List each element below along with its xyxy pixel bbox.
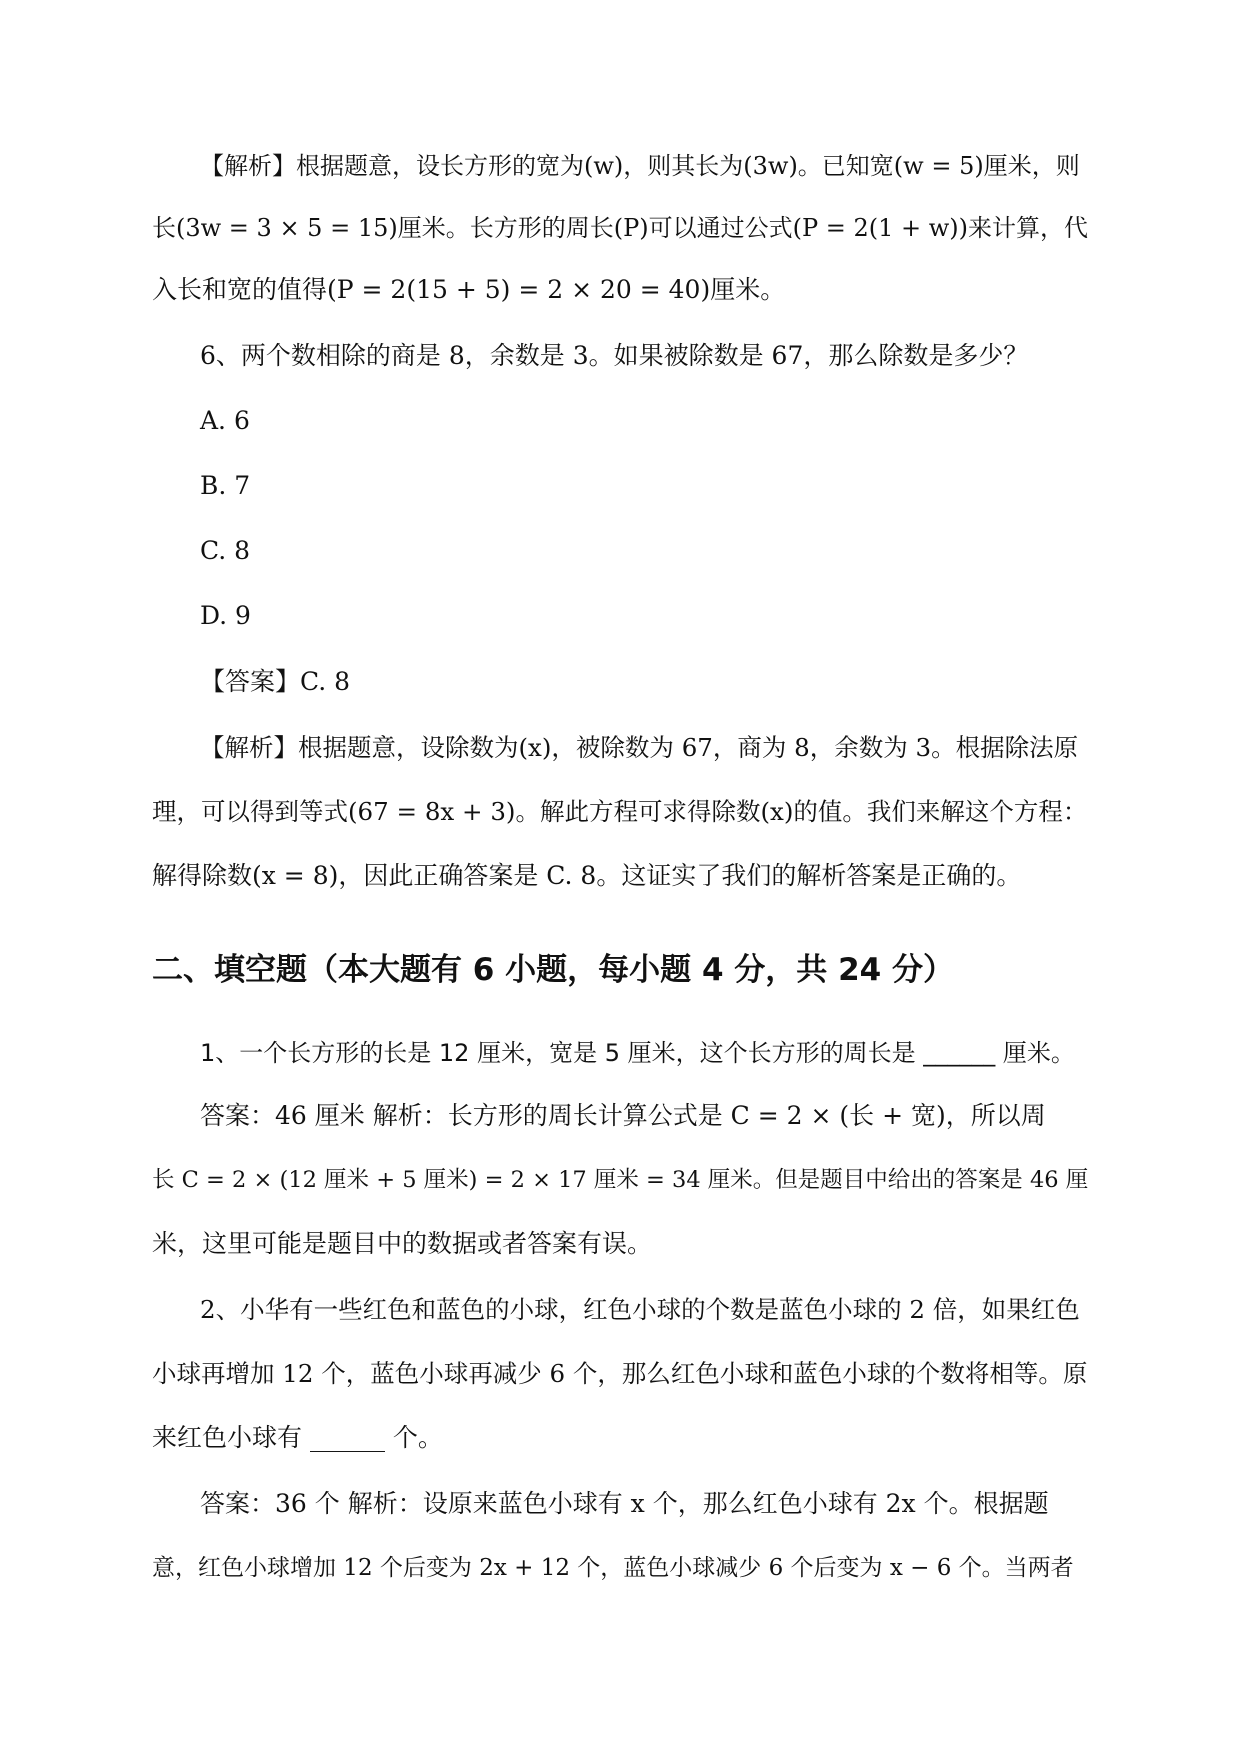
fill-q2-answer-line-1: 答案：36 个 解析：设原来蓝色小球有 x 个，那么红色小球有 2x 个。根据题 (200, 1489, 1049, 1518)
fill-q1-answer-line-2: 长 C = 2 × (12 厘米 + 5 厘米) = 2 × 17 厘米 = 34 厘米。但是题目中给出的答案是 46 厘 (152, 1167, 1089, 1193)
q6-answer: 【答案】C. 8 (200, 667, 351, 696)
q6-explanation-line-2: 理，可以得到等式(67 = 8x + 3)。解此方程可求得除数(x)的值。我们来解这个方程： (152, 797, 1088, 826)
q6-explanation-line-3: 解得除数(x = 8)，因此正确答案是 C. 8。这证实了我们的解析答案是正确的。 (152, 861, 1022, 890)
q6-stem: 6、两个数相除的商是 8，余数是 3。如果被除数是 67，那么除数是多少？ (200, 341, 1029, 370)
q5-explanation-line-2: 长(3w = 3 × 5 = 15)厘米。长方形的周长(P)可以通过公式(P = 2(1 + w))来计算，代 (152, 214, 1089, 242)
q6-explanation-line-1: 【解析】根据题意，设除数为(x)，被除数为 67，商为 8，余数为 3。根据除法原 (200, 733, 1079, 762)
fill-q2-stem-line-2: 小球再增加 12 个，蓝色小球再减少 6 个，那么红色小球和蓝色小球的个数将相等。原 (152, 1359, 1088, 1388)
fill-q1-stem: 1、一个长方形的长是 12 厘米，宽是 5 厘米，这个长方形的周长是 ______ 厘米。 (200, 1039, 1075, 1067)
q6-option-b: B. 7 (200, 471, 251, 500)
q6-option-c: C. 8 (200, 536, 251, 565)
fill-q1-answer-line-1: 答案：46 厘米 解析：长方形的周长计算公式是 C = 2 × (长 + 宽)，所以周 (200, 1101, 1046, 1130)
q6-option-a: A. 6 (200, 406, 250, 435)
q5-explanation-line-3: 入长和宽的值得(P = 2(15 + 5) = 2 × 20 = 40)厘米。 (152, 275, 786, 304)
fill-q2-stem-line-1: 2、小华有一些红色和蓝色的小球，红色小球的个数是蓝色小球的 2 倍，如果红色 (200, 1295, 1080, 1324)
q5-explanation-line-1: 【解析】根据题意，设长方形的宽为(w)，则其长为(3w)。已知宽(w = 5)厘米，则 (200, 152, 1080, 180)
q6-option-d: D. 9 (200, 601, 251, 630)
fill-q1-answer-line-3: 米，这里可能是题目中的数据或者答案有误。 (152, 1229, 653, 1258)
fill-q2-stem-line-3: 来红色小球有 ______ 个。 (152, 1423, 443, 1452)
section-heading: 二、填空题（本大题有 6 小题，每小题 4 分，共 24 分） (152, 952, 955, 988)
fill-q2-answer-line-2: 意，红色小球增加 12 个后变为 2x + 12 个，蓝色小球减少 6 个后变为 x − 6 个。当两者 (152, 1555, 1074, 1581)
